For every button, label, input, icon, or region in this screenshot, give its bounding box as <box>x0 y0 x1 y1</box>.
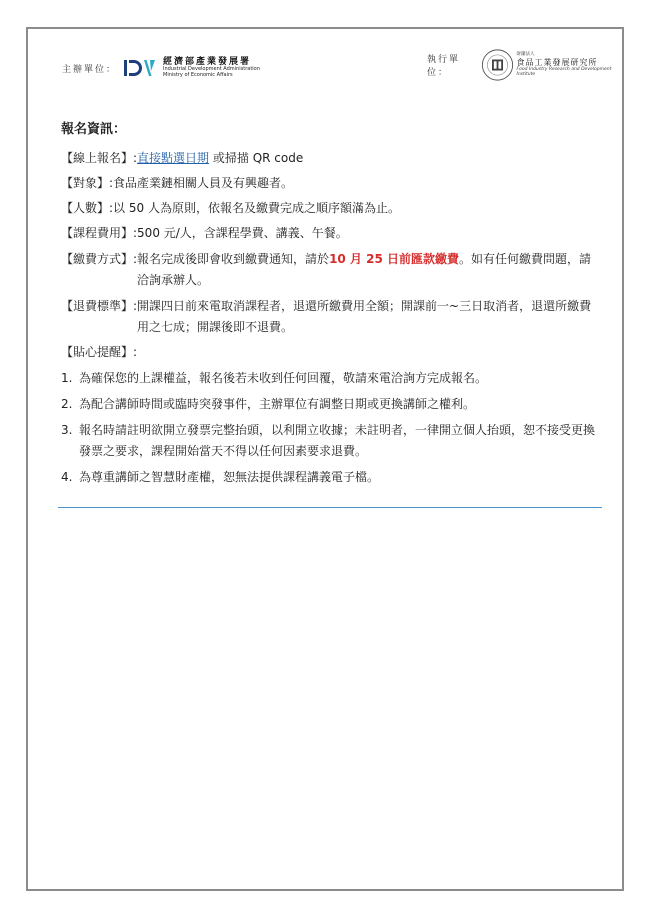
fee-row <box>61 224 601 242</box>
refund-value: 開課四日前來電取消課程者，退還所繳費用全額；開課前一~三日取消者，退還所繳費用之七成；開課後即不退費。 <box>137 299 592 334</box>
payment-text-after: 。如有任何繳費問題，請洽詢承辦人。 <box>137 252 592 287</box>
select-date-link[interactable]: 直接點選日期 <box>137 151 210 165</box>
payment-label: 【繳費方式】: <box>61 252 138 266</box>
organizer-name-zh: 經濟部產業發展署 <box>163 57 252 68</box>
firdi-seal-icon <box>481 47 514 83</box>
audience-value: 食品產業鏈相關人員及有興趣者。 <box>113 176 294 190</box>
executor-name-zh: 食品工業發展研究所 <box>516 57 598 67</box>
organizer-name-en-2: Ministry of Economic Affairs <box>163 72 233 79</box>
capacity-value: 以 50 人為原則，依報名及繳費完成之順序額滿為止。 <box>113 201 400 215</box>
list-item-text: 報名時請註明欲開立發票完整抬頭，以利開立收據；未註明者，一律開立個人抬頭，恕不接受更換發票之要求，課程開始當天不得以任何因素要求退費。 <box>79 423 596 458</box>
reminders-label: 【貼心提醒】: <box>61 345 138 359</box>
payment-value <box>137 249 601 291</box>
list-item-number: 3. <box>61 423 73 437</box>
organizer-name-en-1: Industrial Development Administration <box>163 66 260 73</box>
organizer-name <box>163 57 260 79</box>
section-divider <box>58 507 602 508</box>
audience-row <box>61 174 601 192</box>
section-title: 報名資訊： <box>61 122 127 137</box>
list-item <box>61 394 601 415</box>
online-registration-label: 【線上報名】: <box>61 151 138 165</box>
fee-label: 【課程費用】: <box>61 226 138 240</box>
list-item-number: 4. <box>61 470 73 484</box>
payment-row <box>61 249 601 291</box>
document-page <box>26 27 624 891</box>
executor-small: 財團法人 <box>516 52 535 58</box>
payment-deadline: 10 月 25 日前匯款繳費 <box>329 252 459 266</box>
payment-text-before: 報名完成後即會收到繳費通知，請於 <box>137 252 330 266</box>
list-item <box>61 368 601 389</box>
executor-block <box>427 47 622 83</box>
online-registration-row <box>61 149 601 167</box>
list-item-text: 為尊重講師之智慧財產權，恕無法提供課程講義電子檔。 <box>79 470 380 484</box>
reminders-row <box>61 343 601 361</box>
registration-info <box>61 121 601 493</box>
organizer-label: 主辦單位： <box>62 64 118 75</box>
list-item-text: 為確保您的上課權益，報名後若未收到任何回覆，敬請來電洽詢方完成報名。 <box>79 371 488 385</box>
executor-name <box>517 52 623 78</box>
capacity-row <box>61 199 601 217</box>
fee-value: 500 元/人，含課程學費、講義、午餐。 <box>137 226 348 240</box>
list-item <box>61 467 601 488</box>
organizer-block <box>62 57 260 79</box>
online-registration-value <box>137 149 601 167</box>
list-item-number: 2. <box>61 397 73 411</box>
list-item-number: 1. <box>61 371 73 385</box>
qr-code-text: 或掃描 QR code <box>212 151 304 165</box>
refund-row <box>61 296 601 338</box>
ida-logo-icon <box>123 57 157 79</box>
executor-name-en: Food Industry Research and Development Institute <box>516 67 612 78</box>
capacity-label: 【人數】: <box>61 201 114 215</box>
executor-label: 執行單位： <box>427 55 461 78</box>
reminders-list <box>61 368 601 488</box>
list-item-text: 為配合講師時間或臨時突發事件，主辦單位有調整日期或更換講師之權利。 <box>79 397 476 411</box>
refund-label: 【退費標準】: <box>61 299 138 313</box>
audience-label: 【對象】: <box>61 176 114 190</box>
list-item <box>61 420 601 462</box>
